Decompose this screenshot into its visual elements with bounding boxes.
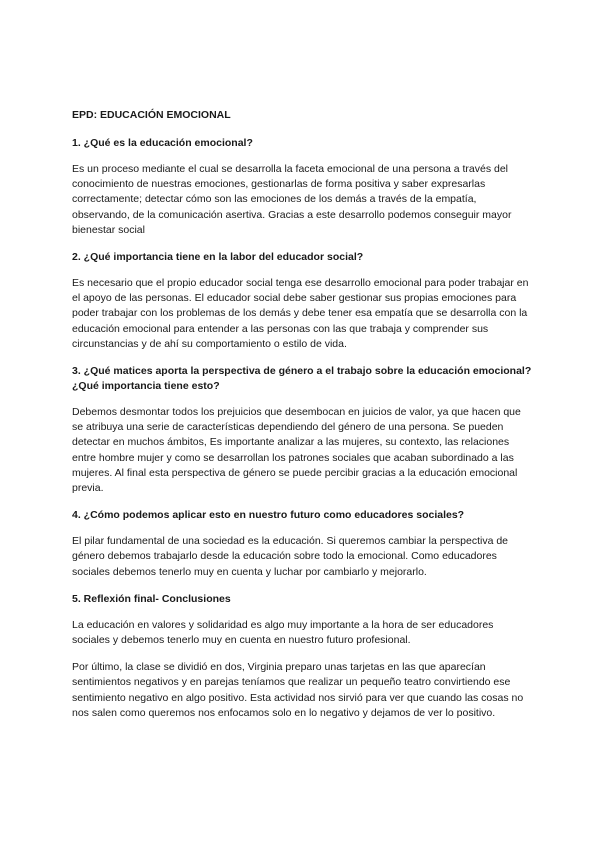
document-page	[72, 108, 532, 733]
section-1-question: 1. ¿Qué es la educación emocional?	[72, 137, 253, 149]
document-title: EPD: EDUCACIÓN EMOCIONAL	[72, 109, 231, 121]
section-2-question: 2. ¿Qué importancia tiene en la labor del educador social?	[72, 251, 364, 264]
section-4-question: 4. ¿Cómo podemos aplicar esto en nuestro futuro como educadores sociales?	[72, 509, 465, 522]
section-4-paragraph: El pilar fundamental de una sociedad es la educación. Si queremos cambiar la perspectiva de género debemos trabajarlo desde la educación sobre todo la emocional. Como educadores sociales debemos tenerlo muy en cuenta y luchar por cambiarlo y mejorarlo.	[72, 535, 509, 578]
section-5-paragraph-2: Por último, la clase se dividió en dos, Virginia preparo unas tarjetas en las que aparecían sentimientos negativos y en parejas teníamos que realizar un pequeño teatro convirtiendo ese sentimiento negativo en algo positivo. Esta actividad nos sirvió para ver que cuando las cosas no nos salen como queremos nos enfocamos solo en lo negativo y dejamos de ver lo positivo.	[72, 661, 524, 719]
section-3-question: 3. ¿Qué matices aporta la perspectiva de género a el trabajo sobre la educación emocional? ¿Qué importancia tiene esto?	[72, 365, 532, 393]
section-1-paragraph: Es un proceso mediante el cual se desarrolla la faceta emocional de una persona a través del conocimiento de nuestras emociones, gestionarlas de forma positiva y saber expresarlas correctamente; detectar cómo son las emociones de los demás a través de la empatía, observando, de la comunicación asertiva. Gracias a este desarrollo podemos conseguir mayor bienestar social	[72, 163, 512, 236]
section-2-paragraph: Es necesario que el propio educador social tenga ese desarrollo emocional para poder trabajar en el apoyo de las personas. El educador social debe saber gestionar sus propias emociones para poder trabajar con los problemas de los demás y debe tener esa empatía que se desarrolla con la educación emocional para entender a las personas con las que trabaja y comprender sus circunstancias y de ahí su comportamiento o estilo de vida.	[72, 277, 529, 350]
section-5-paragraph-1: La educación en valores y solidaridad es algo muy importante a la hora de ser educadores sociales y debemos tenerlo muy en cuenta en nuestro futuro profesional.	[72, 618, 494, 647]
section-3-paragraph: Debemos desmontar todos los prejuicios que desembocan en juicios de valor, ya que hacen que se atribuya una serie de características dependiendo del género de una persona. Se pueden detectar en muchos ámbitos, Es importante analizar a las mujeres, su contexto, las relaciones entre hombre mujer y como se desarrollan los patrones sociales que acaban subordinado a las mujeres. Al final esta perspectiva de género se puede percibir gracias a la educación emocional previa.	[72, 406, 521, 495]
section-5-question: 5. Reflexión final- Conclusiones	[72, 592, 231, 605]
